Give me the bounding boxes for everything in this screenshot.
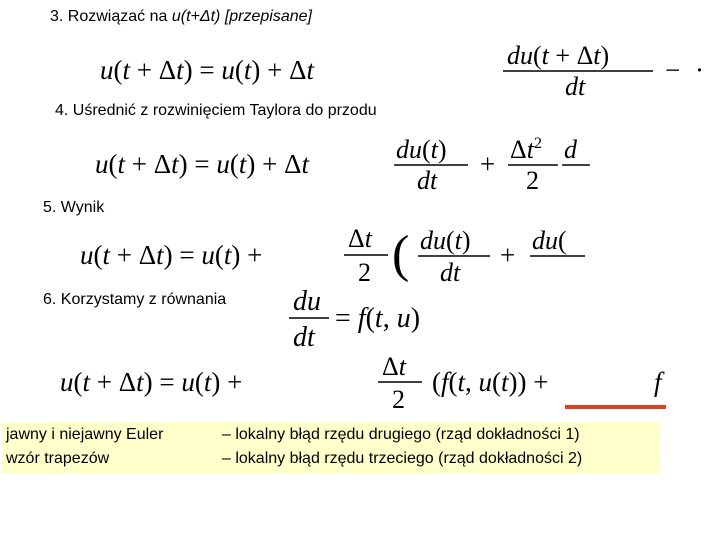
equation-3 — [95, 38, 704, 101]
step-4-heading: 4. Uśrednić z rozwinięciem Taylora do przodu — [55, 102, 377, 119]
svg-text:dt: dt — [440, 258, 461, 287]
svg-text:(f(t, u(t)) +: (f(t, u(t)) + — [432, 367, 549, 397]
equation-4 — [90, 132, 590, 194]
step-6-heading: 6. Korzystamy z równania — [43, 291, 227, 308]
svg-text:u(t + Δt) = u(t) +: u(t + Δt) = u(t) + — [60, 367, 243, 397]
svg-text:2: 2 — [392, 385, 405, 414]
svg-text:+: + — [480, 149, 496, 179]
svg-text:Δt: Δt — [382, 352, 406, 381]
svg-text:2: 2 — [358, 258, 371, 287]
svg-text:Δt2: $\Delta t^2$ — [510, 135, 542, 164]
equation-5-svg — [80, 225, 585, 287]
svg-text:= f(t, u): = f(t, u) — [335, 303, 421, 334]
svg-text:+: + — [500, 240, 516, 270]
svg-text:−: − — [665, 55, 681, 85]
note-row1-left: jawny i niejawny Euler — [6, 426, 164, 443]
step-3-text: 3. Rozwiązać na — [50, 8, 172, 25]
svg-text:du(t + Δt): du(t + Δt) — [507, 41, 610, 70]
svg-text:f: f — [654, 367, 662, 397]
svg-text:·: · — [695, 55, 704, 85]
equation-5 — [80, 225, 585, 287]
step-3-heading — [50, 8, 312, 26]
svg-text:du: du — [293, 286, 321, 317]
step-3-italic: u(t+Δt) [przepisane] — [171, 8, 312, 25]
svg-text:(: ( — [392, 226, 410, 283]
red-underline-mark — [565, 405, 666, 409]
equation-3-svg — [95, 38, 704, 101]
equation-6 — [285, 280, 445, 353]
svg-text:u(t + Δt) = u(t) + Δt: u(t + Δt) = u(t) + Δt — [100, 55, 314, 85]
step-5-heading: 5. Wynik — [43, 199, 105, 216]
note-row1-right: – lokalny błąd rzędu drugiego (rząd dokładności 1) — [222, 426, 580, 443]
svg-text:dt: dt — [565, 72, 586, 101]
svg-text:Δt: Δt — [348, 224, 372, 253]
svg-text:du(t): du(t) — [420, 226, 471, 255]
svg-text:du(: du( — [532, 226, 567, 255]
svg-text:u(t + Δt) = u(t) + Δt: u(t + Δt) = u(t) + Δt — [95, 149, 309, 179]
equation-4-svg — [90, 132, 590, 194]
svg-text:du(t): du(t) — [396, 135, 447, 164]
note-row2-right: – lokalny błąd rzędu trzeciego (rząd dokładności 2) — [222, 450, 583, 467]
equation-6-svg — [285, 280, 445, 353]
svg-text:u(t + Δt) = u(t) +: u(t + Δt) = u(t) + — [80, 240, 263, 270]
svg-text:d: d — [564, 135, 577, 164]
svg-text:2: 2 — [526, 166, 539, 195]
note-row2-left: wzór trapezów — [6, 450, 110, 467]
svg-text:dt: dt — [417, 166, 438, 195]
svg-text:dt: dt — [293, 322, 315, 353]
